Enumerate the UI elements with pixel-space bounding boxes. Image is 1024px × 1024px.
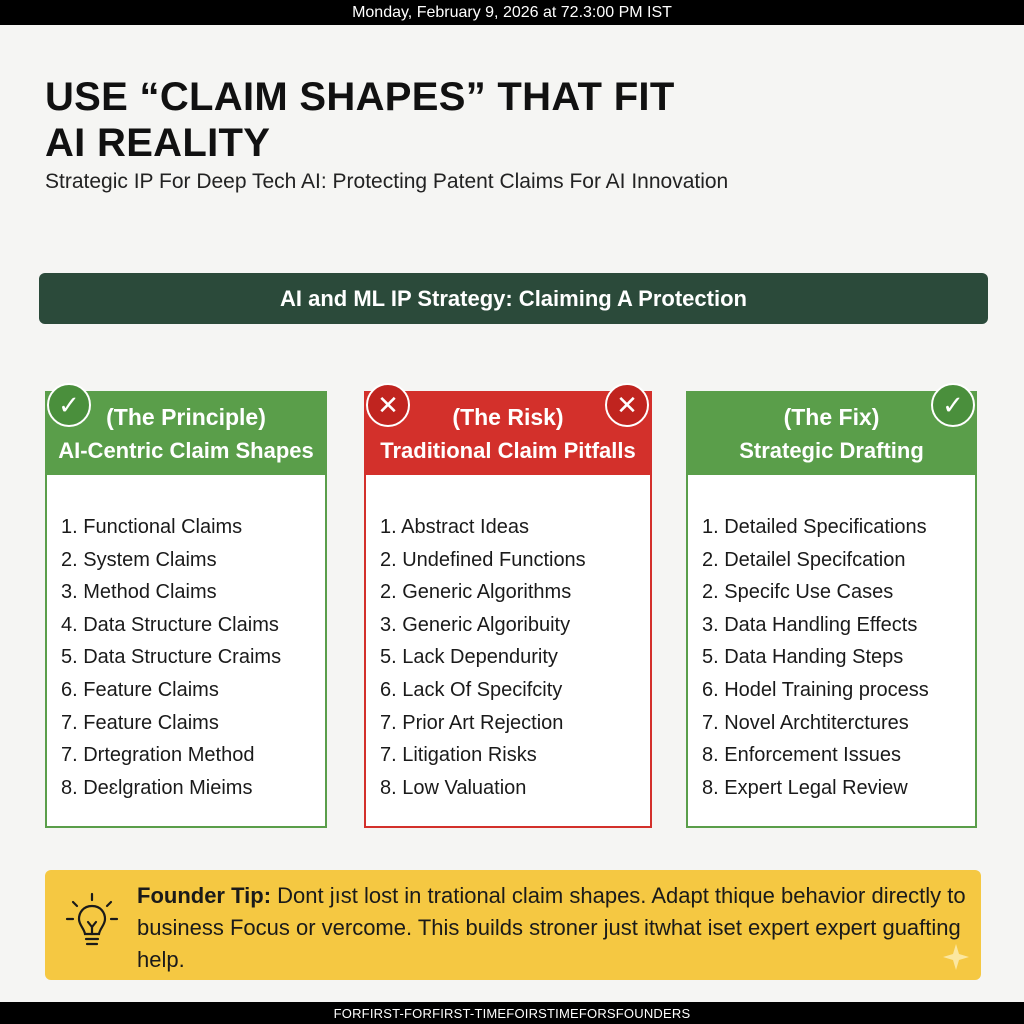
principle-list <box>47 475 325 804</box>
title-line-1: USE “CLAIM SHAPES” THAT FIT <box>45 75 675 119</box>
principle-heading-1: (The Principle) <box>106 404 266 430</box>
list-item: 1. Functional Claims <box>61 516 243 538</box>
page-subtitle: Strategic IP For Deep Tech AI: Protecting Patent Claims For AI Innovation <box>45 170 729 193</box>
x-icon: ✕ <box>605 383 649 427</box>
list-item: 8. Low Valuation <box>380 776 527 799</box>
risk-heading-2: Traditional Claim Pitfalls <box>380 438 636 463</box>
list-item: 7. Feature Claims <box>61 711 219 734</box>
list-item: 1. Detailed Specifications <box>702 516 927 538</box>
list-item: 3. Method Claims <box>61 581 217 604</box>
tip-label: Founder Tip: <box>137 883 272 908</box>
list-item: 2. Specifc Use Cases <box>702 581 894 604</box>
list-item: 5. Lack Dependurity <box>380 646 558 669</box>
tip-body: Dont jıst lost in trational claim shapes. Adapt thique behavior directly to business Focus or vercome. This builds stroner just itwhat iset expert expert guafting help. <box>137 883 966 972</box>
footer-text: FORFIRST-FORFIRST-TIMEFOIRSTIMEFORSFOUNDERS <box>333 1005 691 1021</box>
founder-tip-text <box>137 880 977 976</box>
title-line-2: AI REALITY <box>45 121 271 165</box>
founder-tip-box <box>45 870 981 980</box>
list-item: 3. Generic Algoribuity <box>380 613 571 636</box>
lightbulb-icon <box>65 892 119 952</box>
check-icon: ✓ <box>931 383 975 427</box>
x-icon: ✕ <box>366 383 410 427</box>
list-item: 2. Generic Algorithms <box>380 581 572 604</box>
list-item: 6. Lack Of Specifcity <box>380 678 563 701</box>
fix-heading-1: (The Fix) <box>783 404 880 430</box>
datetime-text: Monday, February 9, 2026 at 72.3:00 PM IST <box>352 3 672 21</box>
datetime-bar <box>0 0 1024 25</box>
risk-heading-1: (The Risk) <box>452 404 564 430</box>
risk-card <box>364 391 652 828</box>
section-banner <box>39 273 988 324</box>
list-item: 8. Deɛlgration Mieims <box>61 776 253 799</box>
list-item: 3. Data Handling Effects <box>702 613 918 636</box>
list-item: 7. Prior Art Rejection <box>380 711 564 734</box>
list-item: 6. Feature Claims <box>61 678 219 701</box>
list-item: 8. Expert Legal Review <box>702 776 908 799</box>
check-icon: ✓ <box>47 383 91 427</box>
list-item: 4. Data Structure Claims <box>61 613 279 636</box>
list-item: 1. Abstract Ideas <box>380 516 529 538</box>
sparkle-icon <box>941 942 971 972</box>
footer-bar <box>0 1002 1024 1024</box>
list-item: 8. Enforcement Issues <box>702 744 901 767</box>
list-item: 5. Data Handing Steps <box>702 646 904 669</box>
list-item: 6. Hodel Training process <box>702 678 929 701</box>
fix-list <box>688 475 975 804</box>
principle-card <box>45 391 327 828</box>
principle-heading-2: AI-Centric Claim Shapes <box>58 438 314 463</box>
fix-card <box>686 391 977 828</box>
risk-list <box>366 475 650 804</box>
list-item: 7. Novel Archtiterctures <box>702 711 909 734</box>
list-item: 5. Data Structure Craims <box>61 646 282 669</box>
list-item: 7. Litigation Risks <box>380 744 537 767</box>
list-item: 2. System Claims <box>61 548 217 571</box>
banner-text: AI and ML IP Strategy: Claiming A Protection <box>280 285 747 311</box>
list-item: 2. Undefined Functions <box>380 548 586 571</box>
list-item: 7. Drtegration Method <box>61 744 255 767</box>
fix-heading-2: Strategic Drafting <box>739 438 924 463</box>
page-title <box>45 74 945 166</box>
list-item: 2. Detailel Specifcation <box>702 548 906 571</box>
